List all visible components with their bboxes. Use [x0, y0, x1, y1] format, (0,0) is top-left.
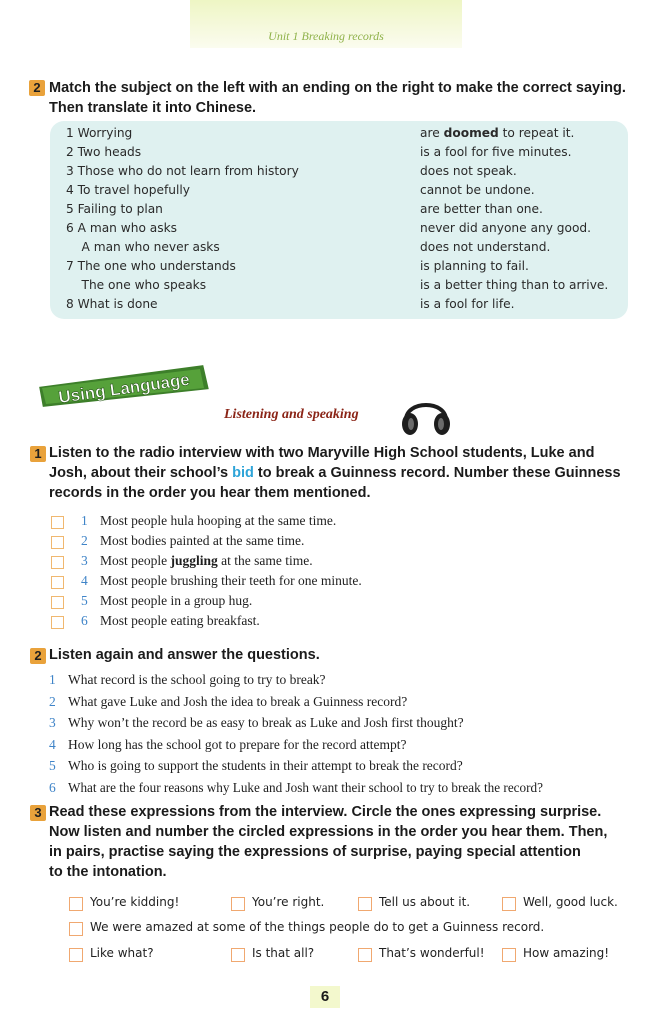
- number-checkbox[interactable]: [51, 576, 64, 589]
- match-right-prefix: are: [420, 126, 444, 140]
- item-text: Most people in a group hug.: [100, 593, 253, 608]
- item-number: 6: [81, 613, 88, 628]
- item-text-part: at the same time.: [217, 553, 313, 568]
- task-line: in pairs, practise saying the expressions of surprise, paying special attention: [49, 844, 581, 860]
- match-right-item: cannot be undone.: [420, 183, 535, 197]
- task-number-badge: 2: [30, 648, 46, 664]
- question-number: 5: [49, 758, 56, 773]
- match-left-item: 4 To travel hopefully: [66, 183, 190, 197]
- match-right-item: never did anyone any good.: [420, 221, 592, 235]
- expression-checkbox[interactable]: [69, 948, 83, 962]
- question-item: [49, 758, 629, 780]
- number-checkbox[interactable]: [51, 536, 64, 549]
- item-text-bold: juggling: [170, 553, 218, 568]
- match-right-item: is a fool for life.: [420, 297, 515, 311]
- number-checkbox[interactable]: [51, 516, 64, 529]
- question-item: [49, 780, 629, 802]
- question-item: [49, 715, 629, 737]
- match-right-item: [420, 126, 608, 145]
- question-number: 6: [49, 779, 56, 795]
- question-number: 4: [49, 736, 56, 752]
- question-number: 1: [49, 672, 56, 687]
- expression-checkbox[interactable]: [358, 897, 372, 911]
- task-line: Read these expressions from the interview. Circle the ones expressing surprise.: [49, 804, 602, 820]
- expression-checkbox[interactable]: [69, 922, 83, 936]
- expression: That’s wonderful!: [379, 946, 485, 960]
- question-item: [49, 737, 629, 759]
- task-line: Now listen and number the circled expressions in the order you hear them. Then,: [49, 824, 608, 840]
- expression-checkbox[interactable]: [231, 948, 245, 962]
- match-left-item: 3 Those who do not learn from history: [66, 164, 299, 178]
- unit-title: Unit 1 Breaking records: [268, 29, 384, 43]
- expression-checkbox[interactable]: [358, 948, 372, 962]
- item-text: Most bodies painted at the same time.: [100, 533, 305, 548]
- task-number-badge: 3: [30, 805, 46, 821]
- section-subtitle: Listening and speaking: [224, 407, 359, 422]
- number-checkbox[interactable]: [51, 596, 64, 609]
- match-left-item: A man who never asks: [66, 240, 220, 254]
- number-checkbox[interactable]: [51, 616, 64, 629]
- expression: How amazing!: [523, 946, 610, 960]
- match-left-item: 6 A man who asks: [66, 221, 178, 235]
- match-right-item: does not speak.: [420, 164, 517, 178]
- match-left-item: 8 What is done: [66, 297, 158, 311]
- task-line: Listen to the radio interview with two Maryville High School students, Luke and: [49, 445, 595, 461]
- expression-checkbox[interactable]: [502, 897, 516, 911]
- match-right-item: are better than one.: [420, 202, 543, 216]
- ribbon-label: Using Language: [57, 369, 191, 408]
- expression: Is that all?: [252, 946, 315, 960]
- task-instruction: Match the subject on the left with an ending on the right to make the correct saying. Then translate it into Chinese.: [49, 80, 626, 116]
- match-left-item: 2 Two heads: [66, 145, 142, 159]
- task-instruction: [49, 443, 639, 503]
- question-text: Who is going to support the students in their attempt to break the record?: [68, 758, 463, 773]
- headphones-icon: [398, 388, 454, 440]
- task-number-badge: 2: [29, 80, 45, 96]
- question-text: What record is the school going to try to break?: [68, 672, 326, 687]
- question-item: [49, 694, 629, 716]
- number-checkbox[interactable]: [51, 556, 64, 569]
- item-number: 1: [81, 513, 88, 528]
- expression-checkbox[interactable]: [231, 897, 245, 911]
- match-left-item: 7 The one who understands: [66, 259, 236, 273]
- task-instruction: [49, 802, 644, 882]
- question-number: 2: [49, 693, 56, 709]
- item-number: 5: [81, 593, 88, 608]
- expression-checkbox[interactable]: [69, 897, 83, 911]
- item-text: Most people eating breakfast.: [100, 613, 260, 628]
- question-text: How long has the school got to prepare for the record attempt?: [68, 736, 407, 752]
- match-right-bold: doomed: [443, 126, 499, 140]
- question-list: [49, 672, 629, 801]
- item-number: 2: [81, 533, 88, 548]
- expression: Like what?: [90, 946, 154, 960]
- match-right-suffix: to repeat it.: [498, 126, 575, 140]
- item-text: Most people hula hooping at the same time.: [100, 513, 337, 528]
- task-line: records in the order you hear them mentioned.: [49, 485, 371, 501]
- task-number-badge: 1: [30, 446, 46, 462]
- task-text-part: Josh, about their school’s: [49, 465, 233, 481]
- question-number: 3: [49, 715, 56, 730]
- using-language-ribbon: [34, 364, 212, 408]
- expression: You’re kidding!: [90, 895, 180, 909]
- expression-checkbox[interactable]: [502, 948, 516, 962]
- item-number: 3: [81, 553, 88, 568]
- item-text: [100, 553, 313, 569]
- page-number: 6: [310, 986, 340, 1008]
- glossary-word[interactable]: bid: [232, 465, 254, 481]
- match-right-item: is planning to fail.: [420, 259, 529, 273]
- task-line: to the intonation.: [49, 864, 167, 880]
- task-text-part: to break a Guinness record. Number these Guinness: [253, 465, 621, 481]
- question-text: What gave Luke and Josh the idea to break a Guinness record?: [68, 693, 408, 709]
- match-right-item: is a fool for five minutes.: [420, 145, 572, 159]
- match-right-item: does not understand.: [420, 240, 551, 254]
- expression: Tell us about it.: [379, 895, 471, 909]
- question-text: Why won’t the record be as easy to break as Luke and Josh first thought?: [68, 715, 464, 730]
- match-left-column: [66, 126, 299, 316]
- match-left-item: 1 Worrying: [66, 126, 133, 140]
- task-line: [49, 463, 639, 483]
- match-right-item: is a better thing than to arrive.: [420, 278, 609, 292]
- expression: We were amazed at some of the things people do to get a Guinness record.: [90, 920, 545, 934]
- item-number: 4: [81, 573, 88, 588]
- task-instruction: Listen again and answer the questions.: [49, 647, 320, 663]
- item-text-part: Most people: [100, 553, 171, 568]
- question-item: [49, 672, 629, 694]
- expression: Well, good luck.: [523, 895, 618, 909]
- item-text: Most people brushing their teeth for one minute.: [100, 573, 362, 588]
- expression: You’re right.: [252, 895, 325, 909]
- match-left-item: The one who speaks: [66, 278, 207, 292]
- question-text: What are the four reasons why Luke and Josh want their school to try to break the record?: [68, 779, 543, 795]
- match-right-column: [420, 126, 608, 316]
- match-left-item: 5 Failing to plan: [66, 202, 163, 216]
